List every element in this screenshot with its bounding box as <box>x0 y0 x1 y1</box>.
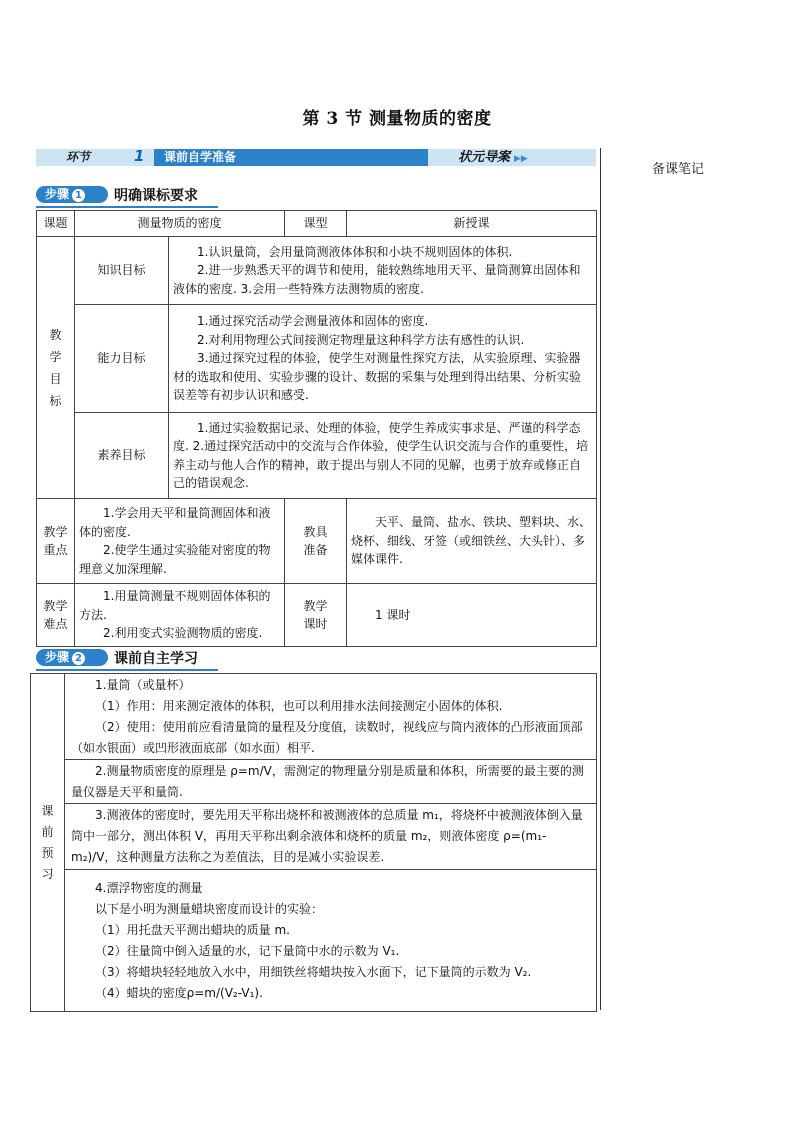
key-label-line: 教学 <box>43 524 68 539</box>
floating-step: （1）用托盘天平测出蜡块的质量 m. <box>95 922 290 937</box>
ability-row <box>37 305 597 413</box>
type-label: 课型 <box>285 211 347 237</box>
cylinder-content <box>65 674 597 760</box>
knowledge-line: 2.进一步熟悉天平的调节和使用，能较熟练地用天平、量筒测算出固体和液体的密度. 3.会用一些特殊方法测物质的密度. <box>173 263 581 296</box>
knowledge-row <box>37 237 597 305</box>
literacy-content <box>169 413 597 499</box>
step-1-heading <box>36 185 236 205</box>
step-1-badge <box>36 186 108 203</box>
key-content <box>75 499 285 584</box>
ability-line: 1.通过探究活动学会测量液体和固体的密度. <box>197 314 429 329</box>
preview-block-1 <box>31 674 597 760</box>
liquid-density-method: 3.测液体的密度时，要先用天平称出烧杯和被测液体的总质量 m₁，将烧杯中被测液体倒入量筒中一部分，测出体积 V，再用天平称出剩余液体和烧杯的质量 m₂，则液体密度 ρ=(m₁-m₂)/V，这种测量方法称之为差值法，目的是减小实验误差. <box>65 804 597 870</box>
difficulty-content <box>75 584 285 647</box>
banner-guide <box>428 149 596 166</box>
step-2-number: 2 <box>72 652 85 665</box>
margin-divider <box>600 148 601 1010</box>
knowledge-content <box>169 237 597 305</box>
preview-block-2 <box>31 760 597 804</box>
hours-label <box>285 584 347 647</box>
topic-row <box>37 211 597 237</box>
section-banner <box>36 149 596 166</box>
difficulty-label <box>37 584 75 647</box>
equip-label-line: 教具 <box>303 524 328 539</box>
key-points-row <box>37 499 597 584</box>
knowledge-line: 1.认识量筒，会用量筒测液体体积和小块不规则固体的体积. <box>197 244 513 259</box>
equip-label-line: 准备 <box>303 543 328 557</box>
banner-prefix: 环节 <box>66 150 91 164</box>
step-1-number: 1 <box>72 189 85 202</box>
goals-label-char: 标 <box>49 393 62 408</box>
preview-block-4 <box>31 870 597 1012</box>
floating-step: （2）往量筒中倒入适量的水，记下量筒中水的示数为 V₁. <box>95 943 400 958</box>
literacy-row <box>37 413 597 499</box>
banner-stage: 课前自学准备 <box>154 149 434 166</box>
step-1-badge-label: 步骤 <box>45 187 70 201</box>
literacy-line: 1.通过实验数据记录、处理的体验，使学生养成实事求是、严谨的科学态度. 2.通过探究活动中的交流与合作体验，使学生认识交流与合作的重要性，培养主动与他人合作的精神，敢于提出与别人不同的见解，也勇于放弃或修正自己的错误观念. <box>173 420 589 490</box>
step-2-badge-label: 步骤 <box>45 650 70 664</box>
difficulty-label-line: 教学 <box>43 598 68 613</box>
literacy-label: 素养目标 <box>75 413 169 499</box>
step-2-underline <box>36 669 218 671</box>
key-line: 1.学会用天平和量筒测固体和液体的密度. <box>79 506 271 539</box>
key-line: 2.使学生通过实验能对密度的物理意义加深理解. <box>79 543 271 576</box>
ability-label: 能力目标 <box>75 305 169 413</box>
preview-side-char: 课 <box>41 803 54 818</box>
ability-line: 3.通过探究过程的体验，使学生对测量性探究方法，从实验原理、实验器材的选取和使用、实验步骤的设计、数据的采集与处理到得出结果、分析实验误差等有初步认识和感受. <box>173 351 582 403</box>
goals-label-char: 目 <box>49 371 62 386</box>
step-1-label: 明确课标要求 <box>114 188 198 204</box>
topic-value: 测量物质的密度 <box>75 211 285 237</box>
double-arrow-icon: ▶▶ <box>514 154 528 164</box>
equip-content: 天平、量筒、盐水、铁块、塑料块、水、烧杯、细线、牙签（或细铁丝、大头针）、多媒体课件. <box>347 499 597 584</box>
preview-block-3 <box>31 804 597 870</box>
ability-line: 2.对利用物理公式间接测定物理量这种科学方法有感性的认识. <box>197 332 525 347</box>
course-standard-table <box>36 210 597 647</box>
cylinder-function: （1）作用：用来测定液体的体积，也可以利用排水法间接测定小固体的体积. <box>95 698 503 713</box>
step-1-underline <box>36 206 218 208</box>
floating-step: （4）蜡块的密度ρ=m/(V₂-V₁). <box>95 985 263 1000</box>
side-note: 备课笔记 <box>652 162 705 177</box>
cylinder-heading: 1.量筒（或量杯） <box>95 677 191 692</box>
floating-intro: 以下是小明为测量蜡块密度而设计的实验： <box>95 901 324 916</box>
goals-label-char: 学 <box>49 349 62 364</box>
preview-side-char: 习 <box>41 866 54 881</box>
difficulty-label-line: 难点 <box>43 617 68 631</box>
preview-side-label <box>31 674 65 1012</box>
floating-step: （3）将蜡块轻轻地放入水中，用细铁丝将蜡块按入水面下，记下量筒的示数为 V₂. <box>95 964 532 979</box>
topic-label: 课题 <box>37 211 75 237</box>
goals-label <box>37 237 75 499</box>
ability-content <box>169 305 597 413</box>
difficulty-row <box>37 584 597 647</box>
density-principle: 2.测量物质密度的原理是 ρ=m/V，需测定的物理量分别是质量和体积，所需要的最主要的测量仪器是天平和量筒. <box>65 760 597 804</box>
preview-table <box>30 673 597 1012</box>
hours-label-line: 课时 <box>303 617 328 631</box>
floating-density-content <box>65 870 597 1012</box>
page-title: 第 3 节 测量物质的密度 <box>302 109 492 129</box>
cylinder-usage: （2）使用：使用前应看清量筒的量程及分度值，读数时，视线应与筒内液体的凸形液面顶部（如水银面）或凹形液面底部（如水面）相平. <box>71 719 583 755</box>
banner-guide-label: 状元导案 <box>458 150 511 165</box>
difficulty-line: 1.用量筒测量不规则固体体积的方法. <box>79 589 271 622</box>
hours-label-line: 教学 <box>303 598 328 613</box>
step-2-badge <box>36 649 108 666</box>
type-value: 新授课 <box>347 211 597 237</box>
equip-label <box>285 499 347 584</box>
key-label-line: 重点 <box>43 543 68 557</box>
difficulty-line: 2.利用变式实验测物质的密度. <box>103 626 263 641</box>
goals-label-char: 教 <box>49 327 62 342</box>
key-label <box>37 499 75 584</box>
knowledge-label: 知识目标 <box>75 237 169 305</box>
step-2-label: 课前自主学习 <box>114 651 198 667</box>
banner-number: 1 <box>134 147 145 165</box>
step-2-heading <box>36 648 236 668</box>
floating-heading: 4.漂浮物密度的测量 <box>95 880 203 895</box>
preview-side-char: 前 <box>41 824 54 839</box>
hours-value: 1 课时 <box>347 584 597 647</box>
preview-side-char: 预 <box>41 845 54 860</box>
